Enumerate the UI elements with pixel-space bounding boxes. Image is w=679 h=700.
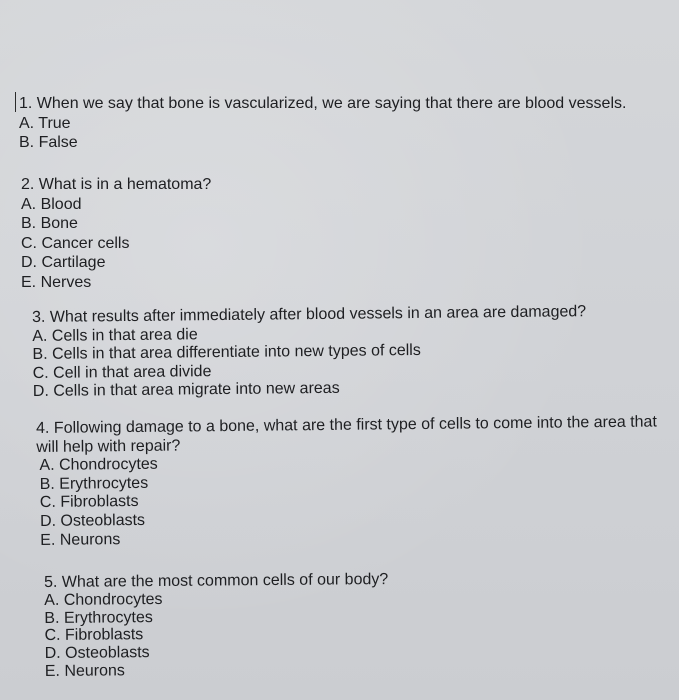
question-2-option-a: A. Blood xyxy=(21,195,82,213)
question-2 xyxy=(21,175,211,292)
question-5-option-c: C. Fibroblasts xyxy=(44,626,144,645)
question-5-option-a: A. Chondrocytes xyxy=(44,590,163,609)
question-4-stem-line-1: 4. Following damage to a bone, what are the first type of cells to come into the area that xyxy=(36,413,657,437)
question-5-option-b: B. Erythrocytes xyxy=(44,608,153,627)
text-cursor xyxy=(15,92,16,112)
question-5-stem: 5. What are the most common cells of our body? xyxy=(44,570,389,591)
question-2-option-b: B. Bone xyxy=(21,215,78,232)
question-1-stem: 1. When we say that bone is vascularized, we are saying that there are blood vessels. xyxy=(19,95,627,112)
question-3-option-c: C. Cell in that area divide xyxy=(32,362,212,382)
question-3-option-b: B. Cells in that area differentiate into new types of cells xyxy=(32,342,421,364)
question-2-option-d: D. Cartilage xyxy=(21,254,106,271)
question-4-option-e: E. Neurons xyxy=(40,530,121,549)
question-3-option-a: A. Cells in that area die xyxy=(32,325,198,345)
question-5-option-d: D. Osteoblasts xyxy=(44,644,150,663)
question-3-stem: 3. What results after immediately after blood vessels in an area are damaged? xyxy=(32,303,587,326)
question-2-option-c: C. Cancer cells xyxy=(21,234,130,252)
question-5 xyxy=(44,571,389,681)
question-4-option-b: B. Erythrocytes xyxy=(39,474,149,493)
question-4-stem-line-2: will help with repair? xyxy=(36,437,181,456)
question-4 xyxy=(36,413,658,550)
question-4-option-c: C. Fibroblasts xyxy=(39,493,139,512)
question-1 xyxy=(19,94,626,153)
question-4-option-d: D. Osteoblasts xyxy=(39,511,146,530)
question-4-option-a: A. Chondrocytes xyxy=(39,455,158,475)
question-1-option-b: B. False xyxy=(19,134,78,151)
question-2-stem: 2. What is in a hematoma? xyxy=(21,176,212,193)
question-3 xyxy=(32,303,587,402)
question-3-option-d: D. Cells in that area migrate into new areas xyxy=(32,380,340,401)
question-2-option-e: E. Nerves xyxy=(21,273,92,291)
question-5-option-e: E. Neurons xyxy=(44,662,125,680)
question-1-option-a: A. True xyxy=(19,114,71,132)
